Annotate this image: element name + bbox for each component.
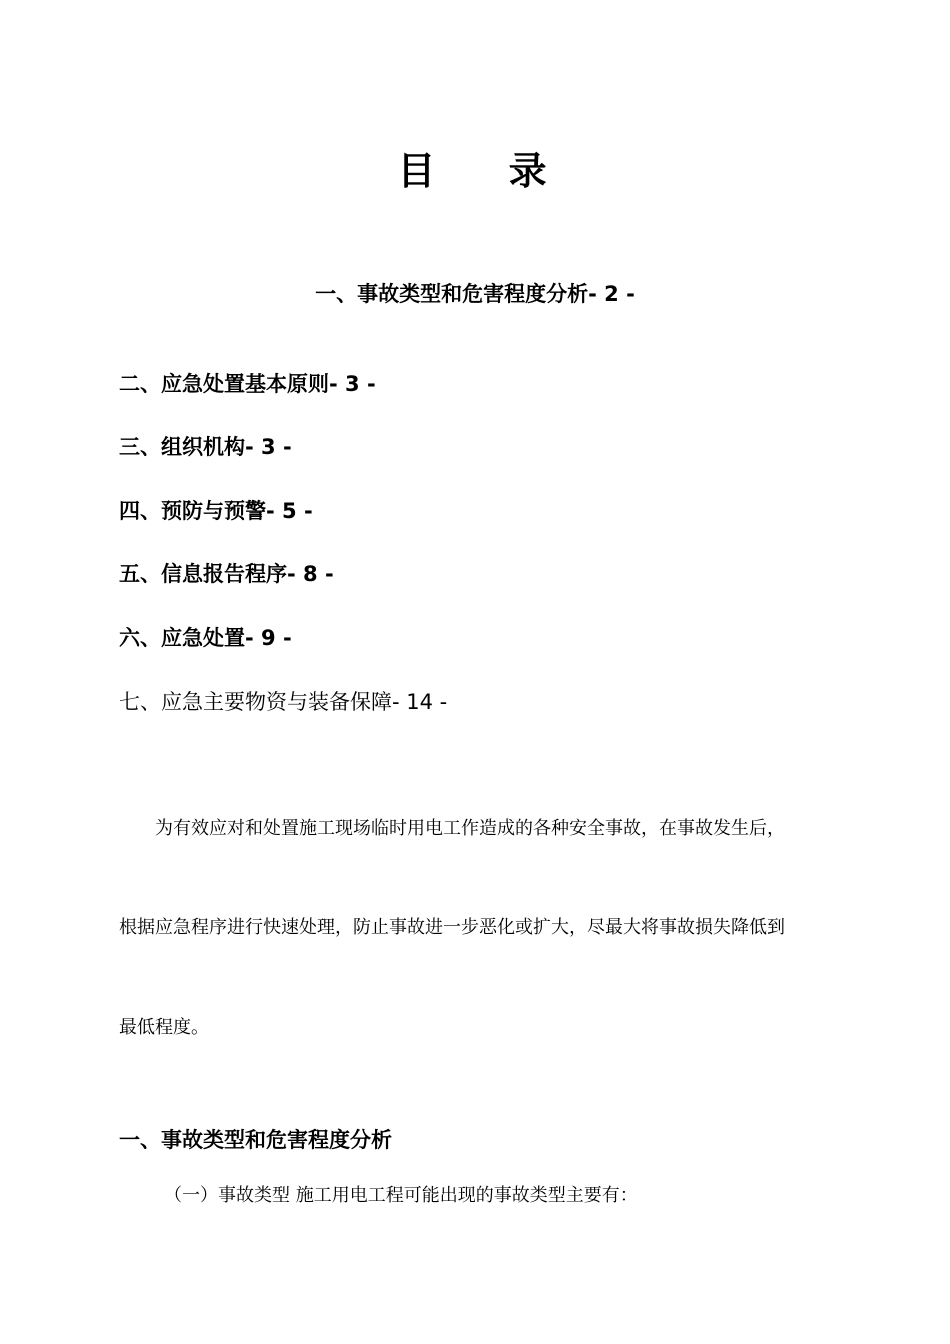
toc-item-1[interactable]: 一、事故类型和危害程度分析- 2 - — [315, 282, 635, 306]
toc-item-3[interactable]: 三、组织机构- 3 - — [119, 435, 292, 459]
section-subheading: （一）事故类型 施工用电工程可能出现的事故类型主要有： — [164, 1185, 638, 1206]
intro-line-1: 为有效应对和处置施工现场临时用电工作造成的各种安全事故，在事故发生后， — [155, 818, 785, 839]
toc-item-7[interactable]: 七、应急主要物资与装备保障- 14 - — [119, 690, 448, 714]
page-title: 目 录 — [397, 149, 577, 193]
intro-line-3: 最低程度。 — [119, 1017, 209, 1038]
toc-item-6[interactable]: 六、应急处置- 9 - — [119, 626, 292, 650]
toc-item-4[interactable]: 四、预防与预警- 5 - — [119, 499, 313, 523]
toc-item-2[interactable]: 二、应急处置基本原则- 3 - — [119, 372, 376, 396]
intro-line-2: 根据应急程序进行快速处理，防止事故进一步恶化或扩大，尽最大将事故损失降低到 — [119, 917, 785, 938]
section-heading: 一、事故类型和危害程度分析 — [119, 1128, 392, 1152]
toc-item-5[interactable]: 五、信息报告程序- 8 - — [119, 562, 334, 586]
